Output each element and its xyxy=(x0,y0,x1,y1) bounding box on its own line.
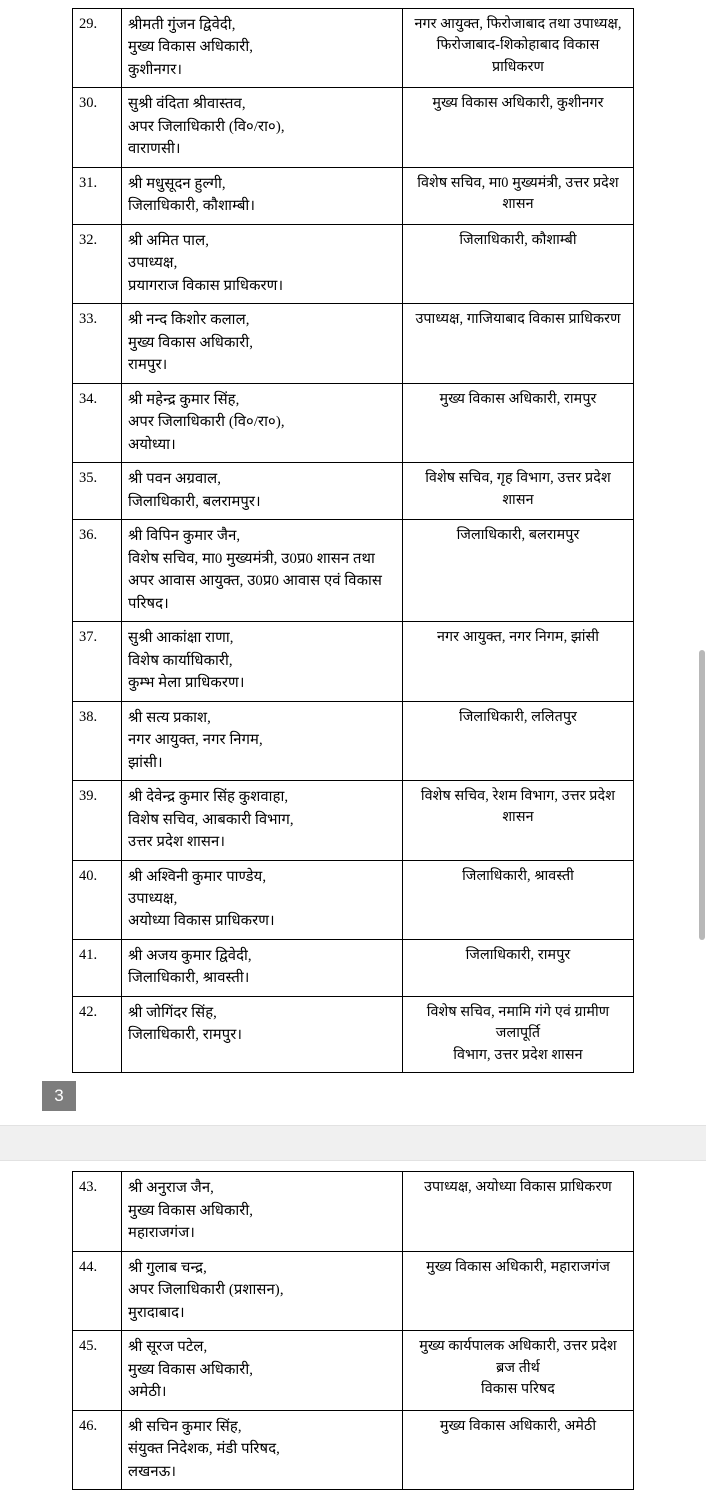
name-line: रामपुर। xyxy=(128,357,168,374)
name-line: प्रयागराज विकास प्राधिकरण। xyxy=(128,277,284,294)
row-officer-name-and-current-posting xyxy=(122,167,403,224)
table-body-page3 xyxy=(73,9,634,1073)
name-line: अयोध्या। xyxy=(128,436,176,453)
table-row xyxy=(73,622,634,701)
name-line: श्री गुलाब चन्द्र, xyxy=(128,1259,207,1276)
row-serial-number: 44. xyxy=(73,1251,122,1330)
posting-line: फिरोजाबाद-शिकोहाबाद विकास प्राधिकरण xyxy=(436,37,600,75)
name-line: विशेष कार्याधिकारी, xyxy=(128,652,233,669)
name-line: मुख्य विकास अधिकारी, xyxy=(128,39,254,56)
row-serial-number: 43. xyxy=(73,1172,122,1251)
name-line: कुम्भ मेला प्राधिकरण। xyxy=(128,675,245,692)
name-line: परिषद। xyxy=(128,595,169,612)
posting-line: उपाध्यक्ष, अयोध्या विकास प्राधिकरण xyxy=(424,1179,612,1196)
name-line: उपाध्यक्ष, xyxy=(128,890,178,907)
name-line: अपर जिलाधिकारी (वि०/रा०), xyxy=(128,414,285,431)
name-line: झांसी। xyxy=(128,754,163,771)
table-row xyxy=(73,224,634,303)
name-line: महाराजगंज। xyxy=(128,1225,196,1242)
row-officer-name-and-current-posting xyxy=(122,88,403,167)
row-new-posting xyxy=(403,939,634,996)
row-new-posting xyxy=(403,383,634,462)
name-line: श्री सत्य प्रकाश, xyxy=(128,709,211,726)
posting-line: नगर आयुक्त, फिरोजाबाद तथा उपाध्यक्ष, xyxy=(414,16,622,32)
row-new-posting xyxy=(403,88,634,167)
name-line: अमेठी। xyxy=(128,1384,167,1401)
name-line: मुख्य विकास अधिकारी, xyxy=(128,334,254,351)
name-line: श्री सचिन कुमार सिंह, xyxy=(128,1418,242,1435)
name-line: अपर आवास आयुक्त, उ0प्र0 आवास एवं विकास xyxy=(128,573,382,590)
row-serial-number: 40. xyxy=(73,860,122,939)
row-officer-name-and-current-posting xyxy=(122,939,403,996)
row-new-posting xyxy=(403,1410,634,1489)
row-new-posting xyxy=(403,996,634,1072)
name-line: श्री अमित पाल, xyxy=(128,232,209,249)
name-line: वाराणसी। xyxy=(128,141,181,158)
name-line: श्री नन्द किशोर कलाल, xyxy=(128,312,250,329)
posting-line: विशेष सचिव, मा0 मुख्यमंत्री, उत्तर प्रदेश शासन xyxy=(417,174,619,213)
row-serial-number: 33. xyxy=(73,304,122,383)
vertical-scrollbar[interactable] xyxy=(699,650,705,940)
row-new-posting xyxy=(403,520,634,622)
row-officer-name-and-current-posting xyxy=(122,383,403,462)
name-line: सुश्री वंदिता श्रीवास्तव, xyxy=(128,96,246,113)
row-serial-number: 31. xyxy=(73,167,122,224)
name-line: मुरादाबाद। xyxy=(128,1304,185,1321)
name-line: मुख्य विकास अधिकारी, xyxy=(128,1361,254,1378)
table-row xyxy=(73,383,634,462)
row-officer-name-and-current-posting xyxy=(122,996,403,1072)
table-row xyxy=(73,939,634,996)
row-new-posting xyxy=(403,224,634,303)
table-row xyxy=(73,996,634,1072)
name-line: श्री महेन्द्र कुमार सिंह, xyxy=(128,391,240,408)
name-line: सुश्री आकांक्षा राणा, xyxy=(128,630,234,647)
posting-line: मुख्य विकास अधिकारी, कुशीनगर xyxy=(432,95,604,112)
table-row xyxy=(73,1410,634,1489)
name-line: जिलाधिकारी, रामपुर। xyxy=(128,1027,243,1044)
row-serial-number: 29. xyxy=(73,9,122,88)
row-officer-name-and-current-posting xyxy=(122,1251,403,1330)
row-serial-number: 34. xyxy=(73,383,122,462)
row-officer-name-and-current-posting xyxy=(122,520,403,622)
row-serial-number: 45. xyxy=(73,1331,122,1410)
name-line: अपर जिलाधिकारी (वि०/रा०), xyxy=(128,118,285,135)
table-body-page4 xyxy=(73,1172,634,1490)
row-new-posting xyxy=(403,304,634,383)
row-serial-number: 32. xyxy=(73,224,122,303)
table-row xyxy=(73,463,634,520)
posting-line: विशेष सचिव, नमामि गंगे एवं ग्रामीण जलापूर्ति xyxy=(426,1003,610,1042)
row-officer-name-and-current-posting xyxy=(122,701,403,780)
row-serial-number: 37. xyxy=(73,622,122,701)
row-new-posting xyxy=(403,781,634,860)
posting-line: उपाध्यक्ष, गाजियाबाद विकास प्राधिकरण xyxy=(415,311,621,328)
posting-line: मुख्य विकास अधिकारी, अमेठी xyxy=(439,1417,597,1434)
posting-line: मुख्य विकास अधिकारी, महाराजगंज xyxy=(426,1258,610,1275)
table-row xyxy=(73,304,634,383)
row-new-posting xyxy=(403,1331,634,1410)
table-row xyxy=(73,1172,634,1251)
name-line: विशेष सचिव, आबकारी विभाग, xyxy=(128,811,294,828)
name-line: अयोध्या विकास प्राधिकरण। xyxy=(128,913,275,930)
posting-line: विकास परिषद xyxy=(481,1381,555,1398)
row-officer-name-and-current-posting xyxy=(122,1331,403,1410)
name-line: नगर आयुक्त, नगर निगम, xyxy=(128,732,263,749)
name-line: अपर जिलाधिकारी (प्रशासन), xyxy=(128,1282,284,1299)
name-line: जिलाधिकारी, बलरामपुर। xyxy=(128,493,261,510)
posting-line: विभाग, उत्तर प्रदेश शासन xyxy=(453,1046,583,1063)
row-officer-name-and-current-posting xyxy=(122,463,403,520)
name-line: श्री सूरज पटेल, xyxy=(128,1339,208,1356)
row-officer-name-and-current-posting xyxy=(122,224,403,303)
name-line: जिलाधिकारी, कौशाम्बी। xyxy=(128,198,256,215)
table-row xyxy=(73,1331,634,1410)
name-line: उपाध्यक्ष, xyxy=(128,255,178,272)
row-officer-name-and-current-posting xyxy=(122,1410,403,1489)
name-line: कुशीनगर। xyxy=(128,61,183,78)
name-line: श्रीमती गुंजन द्विवेदी, xyxy=(128,17,236,33)
posting-line: जिलाधिकारी, श्रावस्ती xyxy=(462,867,574,884)
row-serial-number: 46. xyxy=(73,1410,122,1489)
table-row xyxy=(73,9,634,88)
row-new-posting xyxy=(403,622,634,701)
name-line: श्री अजय कुमार द्विवेदी, xyxy=(128,947,252,964)
row-new-posting xyxy=(403,9,634,88)
row-officer-name-and-current-posting xyxy=(122,9,403,88)
row-officer-name-and-current-posting xyxy=(122,860,403,939)
row-serial-number: 38. xyxy=(73,701,122,780)
page-separator xyxy=(0,1125,706,1161)
row-serial-number: 30. xyxy=(73,88,122,167)
table-row xyxy=(73,1251,634,1330)
name-line: लखनऊ। xyxy=(128,1463,177,1480)
table-row xyxy=(73,781,634,860)
name-line: श्री मधुसूदन हुल्गी, xyxy=(128,175,226,192)
officer-transfer-table-page4 xyxy=(72,1171,634,1490)
page-number-badge: 3 xyxy=(42,1081,76,1111)
name-line: श्री जोगिंदर सिंह, xyxy=(128,1004,217,1021)
table-row xyxy=(73,167,634,224)
row-new-posting xyxy=(403,860,634,939)
name-line: श्री पवन अग्रवाल, xyxy=(128,471,222,488)
name-line: श्री देवेन्द्र कुमार सिंह कुशवाहा, xyxy=(128,789,289,806)
name-line: जिलाधिकारी, श्रावस्ती। xyxy=(128,970,250,987)
row-new-posting xyxy=(403,701,634,780)
row-new-posting xyxy=(403,1172,634,1251)
row-serial-number: 36. xyxy=(73,520,122,622)
posting-line: जिलाधिकारी, कौशाम्बी xyxy=(459,231,577,248)
row-new-posting xyxy=(403,463,634,520)
name-line: श्री अनुराज जैन, xyxy=(128,1180,214,1197)
posting-line: जिलाधिकारी, रामपुर xyxy=(465,946,571,963)
table-row xyxy=(73,860,634,939)
posting-line: जिलाधिकारी, ललितपुर xyxy=(459,708,577,725)
name-line: विशेष सचिव, मा0 मुख्यमंत्री, उ0प्र0 शासन तथा xyxy=(128,550,375,567)
posting-line: नगर आयुक्त, नगर निगम, झांसी xyxy=(436,629,600,646)
posting-line: विशेष सचिव, गृह विभाग, उत्तर प्रदेश शासन xyxy=(425,470,611,508)
row-officer-name-and-current-posting xyxy=(122,1172,403,1251)
row-new-posting xyxy=(403,167,634,224)
row-serial-number: 35. xyxy=(73,463,122,520)
row-officer-name-and-current-posting xyxy=(122,781,403,860)
row-serial-number: 41. xyxy=(73,939,122,996)
row-officer-name-and-current-posting xyxy=(122,622,403,701)
name-line: श्री विपिन कुमार जैन, xyxy=(128,528,241,545)
row-serial-number: 39. xyxy=(73,781,122,860)
table-row xyxy=(73,701,634,780)
posting-line: जिलाधिकारी, बलरामपुर xyxy=(456,527,580,544)
name-line: संयुक्त निदेशक, मंडी परिषद, xyxy=(128,1441,280,1458)
posting-line: मुख्य कार्यपालक अधिकारी, उत्तर प्रदेश ब्रज तीर्थ xyxy=(419,1338,617,1376)
posting-line: मुख्य विकास अधिकारी, रामपुर xyxy=(439,390,597,407)
posting-line: विशेष सचिव, रेशम विभाग, उत्तर प्रदेश शासन xyxy=(420,788,616,826)
document-page-4 xyxy=(0,1161,706,1496)
table-row xyxy=(73,88,634,167)
table-row xyxy=(73,520,634,622)
name-line: श्री अश्विनी कुमार पाण्डेय, xyxy=(128,868,267,885)
row-officer-name-and-current-posting xyxy=(122,304,403,383)
officer-transfer-table-page3 xyxy=(72,8,634,1073)
name-line: उत्तर प्रदेश शासन। xyxy=(128,834,226,851)
name-line: मुख्य विकास अधिकारी, xyxy=(128,1202,254,1219)
row-new-posting xyxy=(403,1251,634,1330)
row-serial-number: 42. xyxy=(73,996,122,1072)
